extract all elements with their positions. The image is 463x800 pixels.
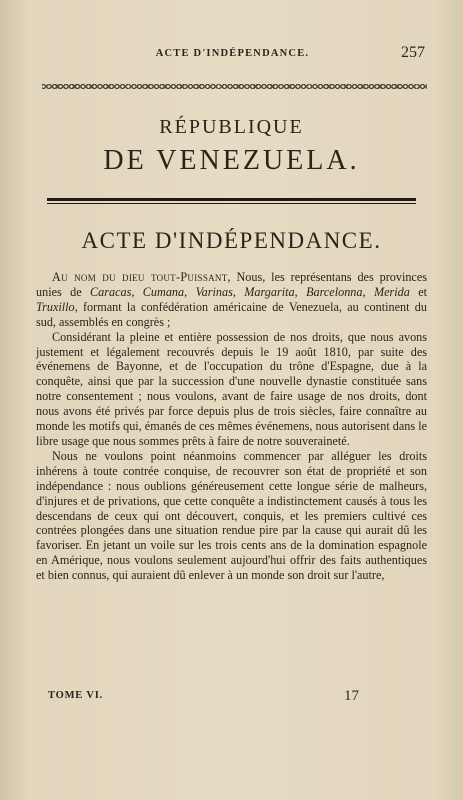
- province-cumana: Cumana: [142, 284, 185, 299]
- province-varinas: Varinas: [195, 284, 233, 299]
- section-title: ACTE D'INDÉPENDANCE.: [81, 228, 382, 253]
- page-number: 257: [401, 44, 425, 61]
- signature-mark: 17: [344, 688, 359, 704]
- paragraph-3: Nous ne voulons point néanmoins commencer par alléguer les droits inhérens à toute contrée conquise, de recouvrer son état de propriété et son indépendance : nous oublions généreusement cette longue série de malheurs, d'injures et de privations, que cette conquête a indistinctement causés à tous les descendans de ceux qui ont découvert, conquis, et les premiers cultivé ces contrées plongées dans une situation rendue pire par la cause qui aurait dû les favoriser. En jetant un voile sur les trois cents ans de la domination espagnole en Amérique, nous voulons seulement aujourd'hui offrir des faits authentiques et bien connus, qui auraient dû enlever à un monde son droit sur l'autre,: [36, 448, 427, 583]
- title-republique: RÉPUBLIQUE: [159, 116, 304, 138]
- volume-label: TOME VI.: [48, 690, 104, 701]
- title-venezuela: DE VENEZUELA.: [103, 145, 360, 176]
- paragraph-1: Au nom du dieu tout-Puissant, Nous, les représentans des provinces unies de Caracas, Cumana, Varinas, Margarita, Barcelonna, Merida et Truxillo, formant la confédération américaine de Venezuela, au continent du sud, assemblés en congrès ;: [36, 270, 428, 329]
- province-barcelonna: Barcelonna: [306, 284, 363, 299]
- page-footer: [48, 688, 415, 708]
- running-title: ACTE D'INDÉPENDANCE.: [155, 48, 310, 59]
- thick-rule: [47, 198, 416, 201]
- page-header: [40, 44, 425, 66]
- paragraph-2: Considérant la pleine et entière possession de nos droits, que nous avons justement et légalement recouvrés depuis le 19 août 1810, par suite des événemens de Bayonne, et de l'occupation du trône d'Espagne, due à la conquête, ainsi que par la succession d'une nouvelle dynastie constituée sans notre consentement ; nous voulons, avant de faire usage de nos droits, dont nous avons été privés par force depuis plus de trois siècles, faire connaître au monde les motifs qui, émanés de ces mêmes événemens, nous autorisent dans le libre usage que nous sommes prêts à faire de notre souveraineté.: [36, 329, 427, 448]
- province-merida: Merida: [373, 284, 410, 299]
- province-margarita: Margarita: [244, 284, 295, 299]
- ornamental-rule: [42, 84, 427, 89]
- thin-rule: [47, 203, 416, 204]
- opening-invocation: Au nom du dieu tout-Puissant: [52, 270, 228, 284]
- province-truxillo: Truxillo: [36, 299, 75, 314]
- province-caracas: Caracas: [90, 284, 132, 299]
- document-body: [36, 270, 427, 583]
